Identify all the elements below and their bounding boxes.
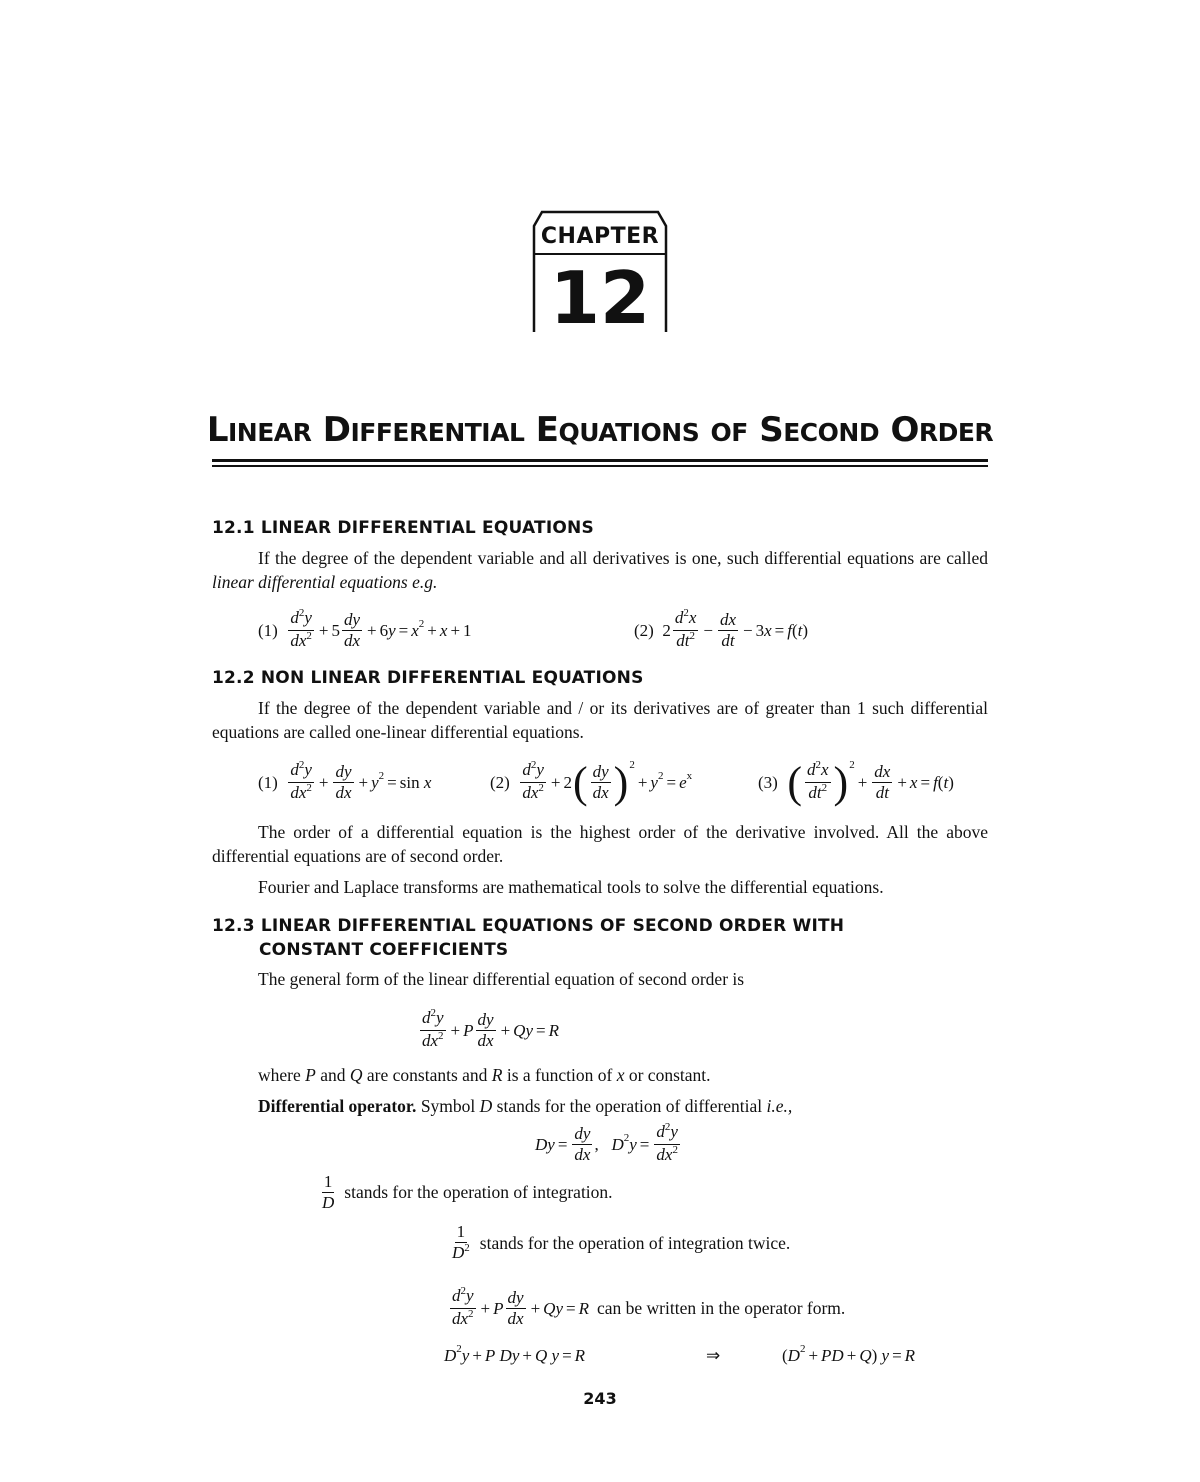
operator-term: Differential operator. <box>258 1096 417 1116</box>
section-heading-12-3 <box>212 914 844 962</box>
title-rule-thick <box>212 459 988 462</box>
equation-operator-definition: Dy = $\frac{dy}{dx}$ , D 2 y = $\frac{d^2y}{dx^2}$ <box>535 1121 678 1164</box>
chapter-title <box>190 410 1010 450</box>
equation-label: (2) <box>634 620 654 640</box>
equation-label: (1) <box>258 772 278 792</box>
equation-linear-2: (2) 2 $\frac{d^2x}{dt^2}$ − $\frac{dx}{dt}$ − 3 x = f ( t ) <box>634 607 809 650</box>
equation-label: (3) <box>758 772 778 792</box>
title-word: DIFFERENTIAL <box>322 410 525 450</box>
equation-nonlinear-1: (1) $\frac{d^2y}{dx^2}$ + $\frac{dy}{dx}$ + y 2 = sin x <box>258 759 432 802</box>
tools-note: Fourier and Laplace transforms are mathematical tools to solve the differential equations. <box>258 877 884 897</box>
integration-twice: $\frac{1}{D^2}$ stands for the operation of integration twice. <box>452 1222 791 1262</box>
equation-label: (1) <box>258 620 278 640</box>
heading-line-1: 12.3 LINEAR DIFFERENTIAL EQUATIONS OF SECOND ORDER WITH <box>212 916 845 936</box>
equation-linear-1: (1) $\frac{d^2y}{dx^2}$ + 5 $\frac{dy}{dx}$ + 6 y = x 2 + x + 1 <box>258 607 472 650</box>
title-word: ORDER <box>890 410 994 450</box>
section-heading-12-1: 12.1 LINEAR DIFFERENTIAL EQUATIONS <box>212 518 594 538</box>
coefficients-note: where P and Q are constants and R is a function of x or constant. <box>258 1065 711 1085</box>
chapter-label: CHAPTER <box>540 224 660 249</box>
equation-operator-factored: ( D 2 + PD + Q ) y = R <box>782 1343 916 1365</box>
order-note: The order of a differential equation is the highest order of the derivative involved. All the above differential equations are of second order. <box>212 822 988 866</box>
equation-operator-form: D 2 y + P Dy + Q y = R <box>444 1343 586 1365</box>
general-form-intro: The general form of the linear differential equation of second order is <box>258 969 745 989</box>
integration-once: $\frac{1}{D}$ stands for the operation of integration. <box>322 1172 613 1212</box>
implies-arrow: ⇒ <box>706 1346 721 1365</box>
title-word: SECOND <box>759 410 880 450</box>
title-word: LINEAR <box>206 410 312 450</box>
equation-nonlinear-3: (3) ( $\frac{d^2x}{dt^2}$ ) 2 + $\frac{dx}{dt}$ + x = f ( t ) <box>758 757 954 807</box>
equation-nonlinear-2: (2) $\frac{d^2y}{dx^2}$ + 2 ( $\frac{dy}{dx}$ ) 2 + y 2 = e x <box>490 757 693 807</box>
equation-operator-form-intro: $\frac{d^2y}{dx^2}$ + P $\frac{dy}{dx}$ + Qy = R can be written in the operator form. <box>452 1285 846 1328</box>
equation-label: (2) <box>490 772 510 792</box>
equation-general-form: $\frac{d^2y}{dx^2}$ + P $\frac{dy}{dx}$ + Qy = R <box>422 1007 559 1050</box>
page-number: 243 <box>583 1389 617 1408</box>
title-rule-thin <box>212 465 988 467</box>
section-heading-12-2: 12.2 NON LINEAR DIFFERENTIAL EQUATIONS <box>212 668 644 688</box>
chapter-number: 12 <box>549 256 651 340</box>
differential-operator-note: Differential operator. Symbol D stands for the operation of differential i.e., <box>258 1096 793 1116</box>
section-12-1-paragraph: If the degree of the dependent variable and all derivatives is one, such differential equations are called linear differential equations e.g. <box>212 548 988 592</box>
section-12-2-paragraph: If the degree of the dependent variable and / or its derivatives are of greater than 1 such differential equations are called one-linear differential equations. <box>212 698 988 742</box>
title-word: EQUATIONS <box>535 410 700 450</box>
title-word: OF <box>710 418 748 447</box>
heading-line-2: CONSTANT COEFFICIENTS <box>259 940 509 960</box>
